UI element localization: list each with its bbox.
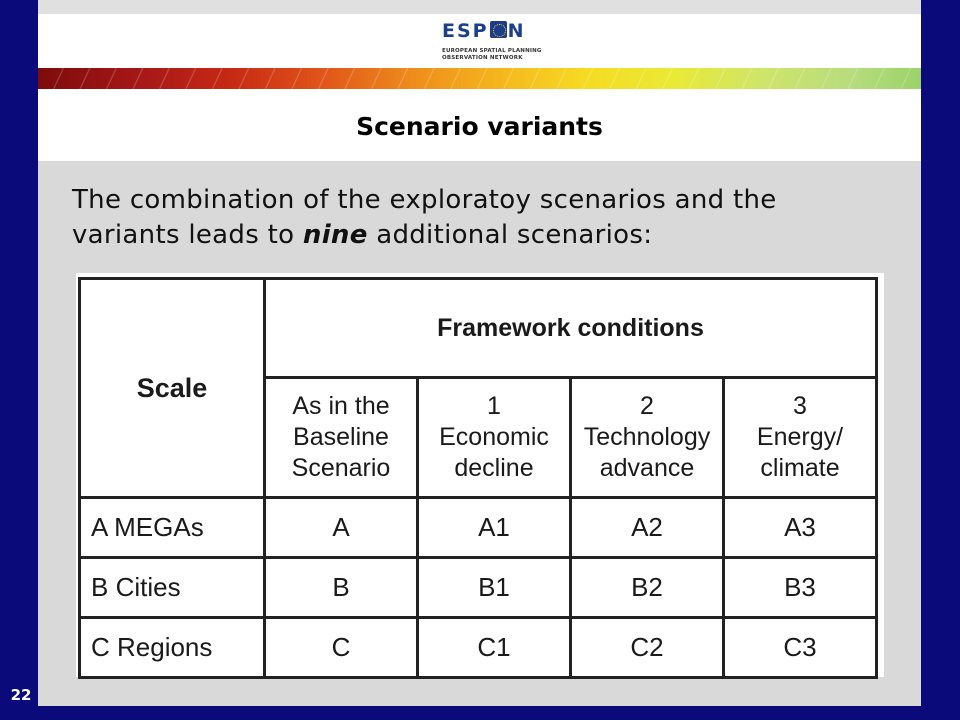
header-top-bar	[38, 0, 921, 14]
table-cell: C3	[724, 618, 877, 678]
column-header-economic	[418, 378, 571, 498]
page-number: 22	[10, 686, 32, 704]
table-cell: B	[265, 558, 418, 618]
intro-emphasis: nine	[302, 220, 368, 250]
map-banner	[38, 68, 921, 89]
eu-stars-icon	[490, 21, 507, 38]
slide	[38, 0, 921, 706]
scale-header: Scale	[80, 279, 265, 498]
intro-text	[72, 183, 892, 253]
table-cell: A3	[724, 498, 877, 558]
scenario-table	[78, 277, 878, 679]
intro-part1: The combination of the exploratoy scenarios and the variants leads to	[72, 185, 777, 250]
table-cell: B1	[418, 558, 571, 618]
table-row	[80, 558, 877, 618]
column-header-technology	[571, 378, 724, 498]
column-header-energy	[724, 378, 877, 498]
table-cell: A2	[571, 498, 724, 558]
row-label: C Regions	[80, 618, 265, 678]
column-header-line: Scenario	[291, 454, 391, 482]
row-label: B Cities	[80, 558, 265, 618]
logo-wordmark	[442, 20, 526, 42]
column-header-line: Economic	[439, 423, 549, 451]
table-cell: A1	[418, 498, 571, 558]
header	[38, 14, 921, 68]
slide-title: Scenario variants	[356, 112, 603, 141]
column-header-line: 1	[487, 392, 501, 420]
logo-subtitle	[442, 48, 552, 62]
intro-part2: additional scenarios:	[367, 220, 653, 250]
scenario-table-image	[76, 273, 884, 677]
column-header-line: Baseline	[293, 423, 389, 451]
logo-subtitle-line1: EUROPEAN SPATIAL PLANNING	[442, 48, 542, 54]
table-cell: A	[265, 498, 418, 558]
column-header-line: climate	[760, 454, 840, 482]
column-header-line: 3	[793, 392, 807, 420]
column-header-line: advance	[599, 454, 695, 482]
table-row	[80, 498, 877, 558]
table-row	[80, 618, 877, 678]
espon-logo	[442, 20, 562, 70]
logo-subtitle-line2: OBSERVATION NETWORK	[442, 55, 523, 61]
column-header-line: As in the	[292, 392, 390, 420]
table-cell: B3	[724, 558, 877, 618]
column-header-baseline	[265, 378, 418, 498]
logo-word-left: ESP	[442, 20, 489, 42]
row-label: A MEGAs	[80, 498, 265, 558]
table-cell: B2	[571, 558, 724, 618]
table-cell: C1	[418, 618, 571, 678]
logo-word-right: N	[507, 20, 526, 42]
table-cell: C2	[571, 618, 724, 678]
table-cell: C	[265, 618, 418, 678]
column-header-line: decline	[454, 454, 534, 482]
column-header-line: 2	[640, 392, 654, 420]
column-header-line: Technology	[583, 423, 711, 451]
column-header-line: Energy/	[756, 423, 844, 451]
framework-header: Framework conditions	[265, 279, 877, 378]
